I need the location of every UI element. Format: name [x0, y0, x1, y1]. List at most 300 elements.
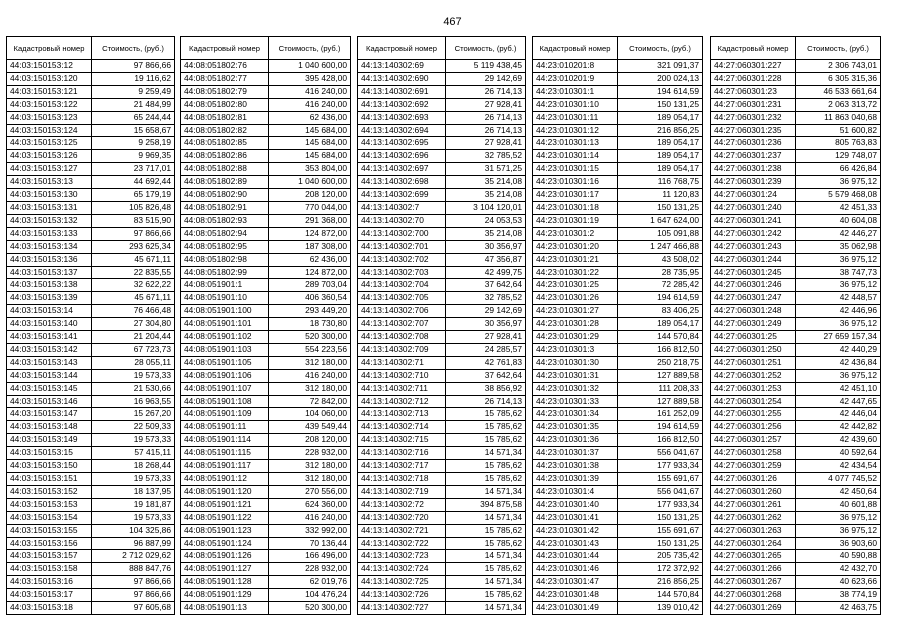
cost-value: 129 748,07 [796, 150, 881, 163]
table-row [711, 369, 881, 382]
cost-value: 166 496,00 [269, 550, 351, 563]
cost-value: 15 785,62 [446, 473, 526, 486]
cost-value: 189 054,17 [618, 111, 703, 124]
table-row [181, 537, 351, 550]
cadastral-number: 44:23:010301:20 [533, 240, 618, 253]
table-row [358, 266, 526, 279]
table-row [533, 382, 703, 395]
table-row [181, 85, 351, 98]
cadastral-number: 44:13:140302:726 [358, 589, 446, 602]
cost-value: 22 835,55 [92, 266, 175, 279]
cadastral-number: 44:23:010301:12 [533, 124, 618, 137]
cadastral-number: 44:27:060301:239 [711, 176, 796, 189]
cost-value: 26 714,13 [446, 124, 526, 137]
cadastral-number: 44:03:150153:143 [7, 356, 92, 369]
cost-value: 42 761,83 [446, 356, 526, 369]
table-row [533, 318, 703, 331]
table-row [7, 447, 175, 460]
cost-value: 15 658,67 [92, 124, 175, 137]
table-row [7, 85, 175, 98]
cost-value: 189 054,17 [618, 318, 703, 331]
cadastral-table-5 [710, 36, 881, 615]
table-row [7, 524, 175, 537]
cadastral-number: 44:13:140302:714 [358, 421, 446, 434]
table-row [7, 150, 175, 163]
cost-value: 16 963,55 [92, 395, 175, 408]
table-row [181, 331, 351, 344]
table-row [711, 111, 881, 124]
table-row [533, 124, 703, 137]
table-row [358, 111, 526, 124]
cadastral-number: 44:03:150153:16 [7, 576, 92, 589]
table-row [533, 498, 703, 511]
cost-value: 21 204,44 [92, 331, 175, 344]
table-row [181, 421, 351, 434]
cost-value: 22 509,33 [92, 421, 175, 434]
table-row [533, 85, 703, 98]
table-row [358, 395, 526, 408]
cadastral-number: 44:03:150153:145 [7, 382, 92, 395]
cost-value: 42 434,54 [796, 460, 881, 473]
table-row [358, 369, 526, 382]
cadastral-number: 44:08:051802:94 [181, 227, 269, 240]
cadastral-number: 44:27:060301:252 [711, 369, 796, 382]
cadastral-table-3 [357, 36, 526, 615]
cadastral-number: 44:08:051802:93 [181, 214, 269, 227]
cadastral-number: 44:08:051901:115 [181, 447, 269, 460]
cost-value: 9 259,49 [92, 85, 175, 98]
table-row [181, 98, 351, 111]
cadastral-number: 44:27:060301:235 [711, 124, 796, 137]
table-row [181, 201, 351, 214]
cadastral-number: 44:23:010301:30 [533, 356, 618, 369]
cost-value: 28 055,11 [92, 356, 175, 369]
table-row [711, 524, 881, 537]
cadastral-number: 44:03:150153:17 [7, 589, 92, 602]
header-cadastral-number: Кадастровый номер [7, 37, 92, 60]
cadastral-number: 44:23:010301:41 [533, 511, 618, 524]
cadastral-number: 44:08:051901:129 [181, 589, 269, 602]
cost-value: 97 866,66 [92, 60, 175, 73]
cost-value: 556 041,67 [618, 447, 703, 460]
cost-value: 416 240,00 [269, 369, 351, 382]
cost-value: 97 866,66 [92, 589, 175, 602]
table-row [533, 189, 703, 202]
cost-value: 97 866,66 [92, 227, 175, 240]
table-row [181, 176, 351, 189]
table-row [533, 434, 703, 447]
cadastral-number: 44:03:150153:134 [7, 240, 92, 253]
cadastral-number: 44:23:010301:29 [533, 331, 618, 344]
cost-value: 37 642,64 [446, 279, 526, 292]
table-row [7, 331, 175, 344]
table-row [358, 318, 526, 331]
cadastral-number: 44:27:060301:228 [711, 72, 796, 85]
cost-value: 15 785,62 [446, 421, 526, 434]
cost-value: 177 933,34 [618, 460, 703, 473]
cadastral-number: 44:08:051802:80 [181, 98, 269, 111]
table-row [711, 85, 881, 98]
cost-value: 15 785,62 [446, 408, 526, 421]
cadastral-number: 44:13:140302:705 [358, 292, 446, 305]
table-row [533, 447, 703, 460]
cost-value: 28 735,95 [618, 266, 703, 279]
cost-value: 27 928,41 [446, 98, 526, 111]
cadastral-number: 44:23:010301:1 [533, 85, 618, 98]
table-row [711, 473, 881, 486]
table-row [711, 460, 881, 473]
table-row [7, 576, 175, 589]
table-row [358, 176, 526, 189]
table-row [711, 356, 881, 369]
cost-value: 155 691,67 [618, 473, 703, 486]
cadastral-number: 44:08:051802:91 [181, 201, 269, 214]
table-row [7, 550, 175, 563]
cost-value: 83 406,25 [618, 305, 703, 318]
cost-value: 42 450,64 [796, 485, 881, 498]
header-cadastral-number: Кадастровый номер [711, 37, 796, 60]
header-cost: Стоимость, (руб.) [618, 37, 703, 60]
table-row [7, 305, 175, 318]
cadastral-number: 44:08:051802:89 [181, 176, 269, 189]
cost-value: 42 436,84 [796, 356, 881, 369]
cost-value: 105 826,48 [92, 201, 175, 214]
cadastral-number: 44:03:150153:157 [7, 550, 92, 563]
table-row [7, 318, 175, 331]
table-row [181, 447, 351, 460]
cadastral-number: 44:08:051802:95 [181, 240, 269, 253]
table-row [533, 576, 703, 589]
cost-value: 520 300,00 [269, 602, 351, 615]
table-row [7, 98, 175, 111]
cadastral-number: 44:03:150153:141 [7, 331, 92, 344]
table-row [7, 434, 175, 447]
table-row [533, 240, 703, 253]
cadastral-number: 44:13:140302:696 [358, 150, 446, 163]
cadastral-number: 44:23:010301:35 [533, 421, 618, 434]
cost-value: 21 530,66 [92, 382, 175, 395]
cadastral-number: 44:03:150153:153 [7, 498, 92, 511]
cost-value: 42 463,75 [796, 602, 881, 615]
cadastral-number: 44:03:150153:13 [7, 176, 92, 189]
cadastral-number: 44:23:010301:33 [533, 395, 618, 408]
cadastral-table-2 [180, 36, 351, 615]
table-row [7, 498, 175, 511]
cadastral-number: 44:03:150153:122 [7, 98, 92, 111]
cadastral-number: 44:13:140302:697 [358, 163, 446, 176]
table-row [711, 253, 881, 266]
cost-value: 216 856,25 [618, 124, 703, 137]
table-row [358, 201, 526, 214]
cost-value: 416 240,00 [269, 98, 351, 111]
header-cost: Стоимость, (руб.) [92, 37, 175, 60]
table-row [711, 150, 881, 163]
cadastral-number: 44:03:150153:130 [7, 189, 92, 202]
cost-value: 15 785,62 [446, 460, 526, 473]
cadastral-number: 44:03:150153:133 [7, 227, 92, 240]
table-row [358, 163, 526, 176]
table-row [533, 473, 703, 486]
cost-value: 36 975,12 [796, 176, 881, 189]
cost-value: 83 515,90 [92, 214, 175, 227]
table-row [7, 395, 175, 408]
cadastral-number: 44:08:051901:102 [181, 331, 269, 344]
cost-value: 624 360,00 [269, 498, 351, 511]
cadastral-number: 44:27:060301:267 [711, 576, 796, 589]
cadastral-number: 44:23:010301:18 [533, 201, 618, 214]
cost-value: 30 356,97 [446, 318, 526, 331]
header-cadastral-number: Кадастровый номер [358, 37, 446, 60]
table-row [711, 343, 881, 356]
table-row [533, 72, 703, 85]
table-row [181, 434, 351, 447]
cadastral-number: 44:03:150153:142 [7, 343, 92, 356]
cost-value: 46 533 661,64 [796, 85, 881, 98]
cadastral-number: 44:03:150153:126 [7, 150, 92, 163]
cadastral-number: 44:23:010301:40 [533, 498, 618, 511]
cost-value: 11 120,83 [618, 189, 703, 202]
cost-value: 97 866,66 [92, 576, 175, 589]
cadastral-number: 44:27:060301:245 [711, 266, 796, 279]
cost-value: 42 446,96 [796, 305, 881, 318]
table-row [533, 150, 703, 163]
cost-value: 289 703,04 [269, 279, 351, 292]
table-row [181, 189, 351, 202]
table-row [533, 111, 703, 124]
cost-value: 194 614,59 [618, 85, 703, 98]
cost-value: 177 933,34 [618, 498, 703, 511]
table-row [7, 240, 175, 253]
cadastral-number: 44:13:140302:69 [358, 60, 446, 73]
cadastral-number: 44:27:060301:238 [711, 163, 796, 176]
cadastral-number: 44:08:051802:86 [181, 150, 269, 163]
table-row [711, 331, 881, 344]
cost-value: 24 053,53 [446, 214, 526, 227]
cost-value: 40 604,08 [796, 214, 881, 227]
cost-value: 150 131,25 [618, 511, 703, 524]
cadastral-number: 44:13:140302:704 [358, 279, 446, 292]
cadastral-number: 44:08:051901:120 [181, 485, 269, 498]
cost-value: 44 692,44 [92, 176, 175, 189]
cadastral-number: 44:08:051901:103 [181, 343, 269, 356]
cadastral-number: 44:08:051802:88 [181, 163, 269, 176]
cost-value: 62 436,00 [269, 111, 351, 124]
cadastral-number: 44:03:150153:120 [7, 72, 92, 85]
cost-value: 145 684,00 [269, 150, 351, 163]
table-row [533, 292, 703, 305]
table-row [533, 331, 703, 344]
cadastral-number: 44:23:010301:42 [533, 524, 618, 537]
table-row [533, 176, 703, 189]
cadastral-number: 44:03:150153:124 [7, 124, 92, 137]
table-row [181, 563, 351, 576]
cost-value: 14 571,34 [446, 602, 526, 615]
cadastral-number: 44:23:010301:39 [533, 473, 618, 486]
cost-value: 32 785,52 [446, 292, 526, 305]
cadastral-number: 44:23:010301:15 [533, 163, 618, 176]
table-row [711, 227, 881, 240]
cadastral-number: 44:23:010301:2 [533, 227, 618, 240]
cadastral-number: 44:13:140302:717 [358, 460, 446, 473]
cadastral-number: 44:13:140302:695 [358, 137, 446, 150]
cost-value: 26 714,13 [446, 111, 526, 124]
cadastral-number: 44:03:150153:140 [7, 318, 92, 331]
cost-value: 42 442,82 [796, 421, 881, 434]
table-row [711, 447, 881, 460]
cost-value: 208 120,00 [269, 189, 351, 202]
cost-value: 42 447,65 [796, 395, 881, 408]
cost-value: 332 992,00 [269, 524, 351, 537]
table-row [533, 550, 703, 563]
table-row [181, 576, 351, 589]
cost-value: 30 356,97 [446, 240, 526, 253]
cost-value: 15 785,62 [446, 589, 526, 602]
cadastral-table-1 [6, 36, 175, 615]
cost-value: 27 304,80 [92, 318, 175, 331]
table-row [181, 408, 351, 421]
table-row [7, 214, 175, 227]
table-row [711, 305, 881, 318]
table-row [358, 563, 526, 576]
table-row [358, 240, 526, 253]
cadastral-number: 44:13:140302:693 [358, 111, 446, 124]
cadastral-number: 44:23:010301:22 [533, 266, 618, 279]
cost-value: 150 131,25 [618, 201, 703, 214]
cost-value: 14 571,34 [446, 550, 526, 563]
cadastral-number: 44:03:150153:125 [7, 137, 92, 150]
cadastral-number: 44:03:150153:156 [7, 537, 92, 550]
table-row [181, 227, 351, 240]
cadastral-number: 44:27:060301:244 [711, 253, 796, 266]
cadastral-number: 44:27:060301:258 [711, 447, 796, 460]
table-row [7, 537, 175, 550]
cadastral-number: 44:23:010301:21 [533, 253, 618, 266]
cost-value: 40 590,88 [796, 550, 881, 563]
table-row [181, 111, 351, 124]
table-row [7, 382, 175, 395]
cadastral-number: 44:23:010301:43 [533, 537, 618, 550]
table-row [358, 343, 526, 356]
cost-value: 166 812,50 [618, 343, 703, 356]
cadastral-number: 44:03:150153:15 [7, 447, 92, 460]
table-row [7, 292, 175, 305]
cost-value: 145 684,00 [269, 124, 351, 137]
cadastral-number: 44:03:150153:144 [7, 369, 92, 382]
cost-value: 770 044,00 [269, 201, 351, 214]
cadastral-number: 44:23:010301:46 [533, 563, 618, 576]
cadastral-number: 44:23:010301:16 [533, 176, 618, 189]
table-row [533, 511, 703, 524]
table-row [358, 498, 526, 511]
cadastral-number: 44:08:051901:106 [181, 369, 269, 382]
cost-value: 23 717,01 [92, 163, 175, 176]
cadastral-number: 44:27:060301:255 [711, 408, 796, 421]
cadastral-number: 44:03:150153:138 [7, 279, 92, 292]
table-row [533, 163, 703, 176]
table-row [7, 343, 175, 356]
cadastral-number: 44:13:140302:703 [358, 266, 446, 279]
table-row [533, 485, 703, 498]
table-row [533, 227, 703, 240]
table-row [181, 602, 351, 615]
cadastral-number: 44:23:010301:48 [533, 589, 618, 602]
cadastral-number: 44:03:150153:121 [7, 85, 92, 98]
cadastral-number: 44:13:140302:701 [358, 240, 446, 253]
cadastral-number: 44:13:140302:723 [358, 550, 446, 563]
cost-value: 62 436,00 [269, 253, 351, 266]
cost-value: 19 573,33 [92, 473, 175, 486]
cost-value: 353 804,00 [269, 163, 351, 176]
cadastral-number: 44:03:150153:154 [7, 511, 92, 524]
cadastral-number: 44:13:140302:71 [358, 356, 446, 369]
header-cost: Стоимость, (руб.) [796, 37, 881, 60]
cadastral-number: 44:23:010201:8 [533, 60, 618, 73]
cadastral-number: 44:08:051802:79 [181, 85, 269, 98]
cost-value: 40 623,66 [796, 576, 881, 589]
cost-value: 2 306 743,01 [796, 60, 881, 73]
table-row [358, 60, 526, 73]
table-row [181, 240, 351, 253]
cost-value: 43 508,02 [618, 253, 703, 266]
table-row [358, 253, 526, 266]
cadastral-number: 44:23:010301:11 [533, 111, 618, 124]
header-cost: Стоимость, (руб.) [446, 37, 526, 60]
table-row [358, 589, 526, 602]
table-row [7, 111, 175, 124]
cadastral-number: 44:13:140302:691 [358, 85, 446, 98]
cost-value: 18 137,95 [92, 485, 175, 498]
table-row [7, 369, 175, 382]
cadastral-number: 44:13:140302:720 [358, 511, 446, 524]
cost-value: 124 872,00 [269, 266, 351, 279]
cadastral-number: 44:08:051802:81 [181, 111, 269, 124]
table-row [533, 421, 703, 434]
cost-value: 27 659 157,34 [796, 331, 881, 344]
cadastral-number: 44:13:140302:698 [358, 176, 446, 189]
cadastral-number: 44:23:010301:28 [533, 318, 618, 331]
table-row [181, 369, 351, 382]
cadastral-number: 44:08:051901:1 [181, 279, 269, 292]
cost-value: 321 091,37 [618, 60, 703, 73]
cost-value: 42 432,70 [796, 563, 881, 576]
table-row [181, 589, 351, 602]
table-row [533, 563, 703, 576]
table-row [711, 498, 881, 511]
cadastral-number: 44:23:010301:47 [533, 576, 618, 589]
cost-value: 45 671,11 [92, 292, 175, 305]
cost-value: 105 091,88 [618, 227, 703, 240]
table-row [181, 253, 351, 266]
cadastral-number: 44:23:010301:14 [533, 150, 618, 163]
cadastral-number: 44:27:060301:24 [711, 189, 796, 202]
table-row [711, 589, 881, 602]
table-row [533, 524, 703, 537]
table-row [358, 473, 526, 486]
cost-value: 11 863 040,68 [796, 111, 881, 124]
cost-value: 18 730,80 [269, 318, 351, 331]
table-row [711, 98, 881, 111]
cadastral-number: 44:13:140302:727 [358, 602, 446, 615]
table-row [358, 524, 526, 537]
cadastral-number: 44:13:140302:7 [358, 201, 446, 214]
table-row [533, 137, 703, 150]
cost-value: 9 969,35 [92, 150, 175, 163]
cost-value: 124 872,00 [269, 227, 351, 240]
cost-value: 5 119 438,45 [446, 60, 526, 73]
cadastral-number: 44:13:140302:724 [358, 563, 446, 576]
cost-value: 40 601,88 [796, 498, 881, 511]
table-row [181, 511, 351, 524]
